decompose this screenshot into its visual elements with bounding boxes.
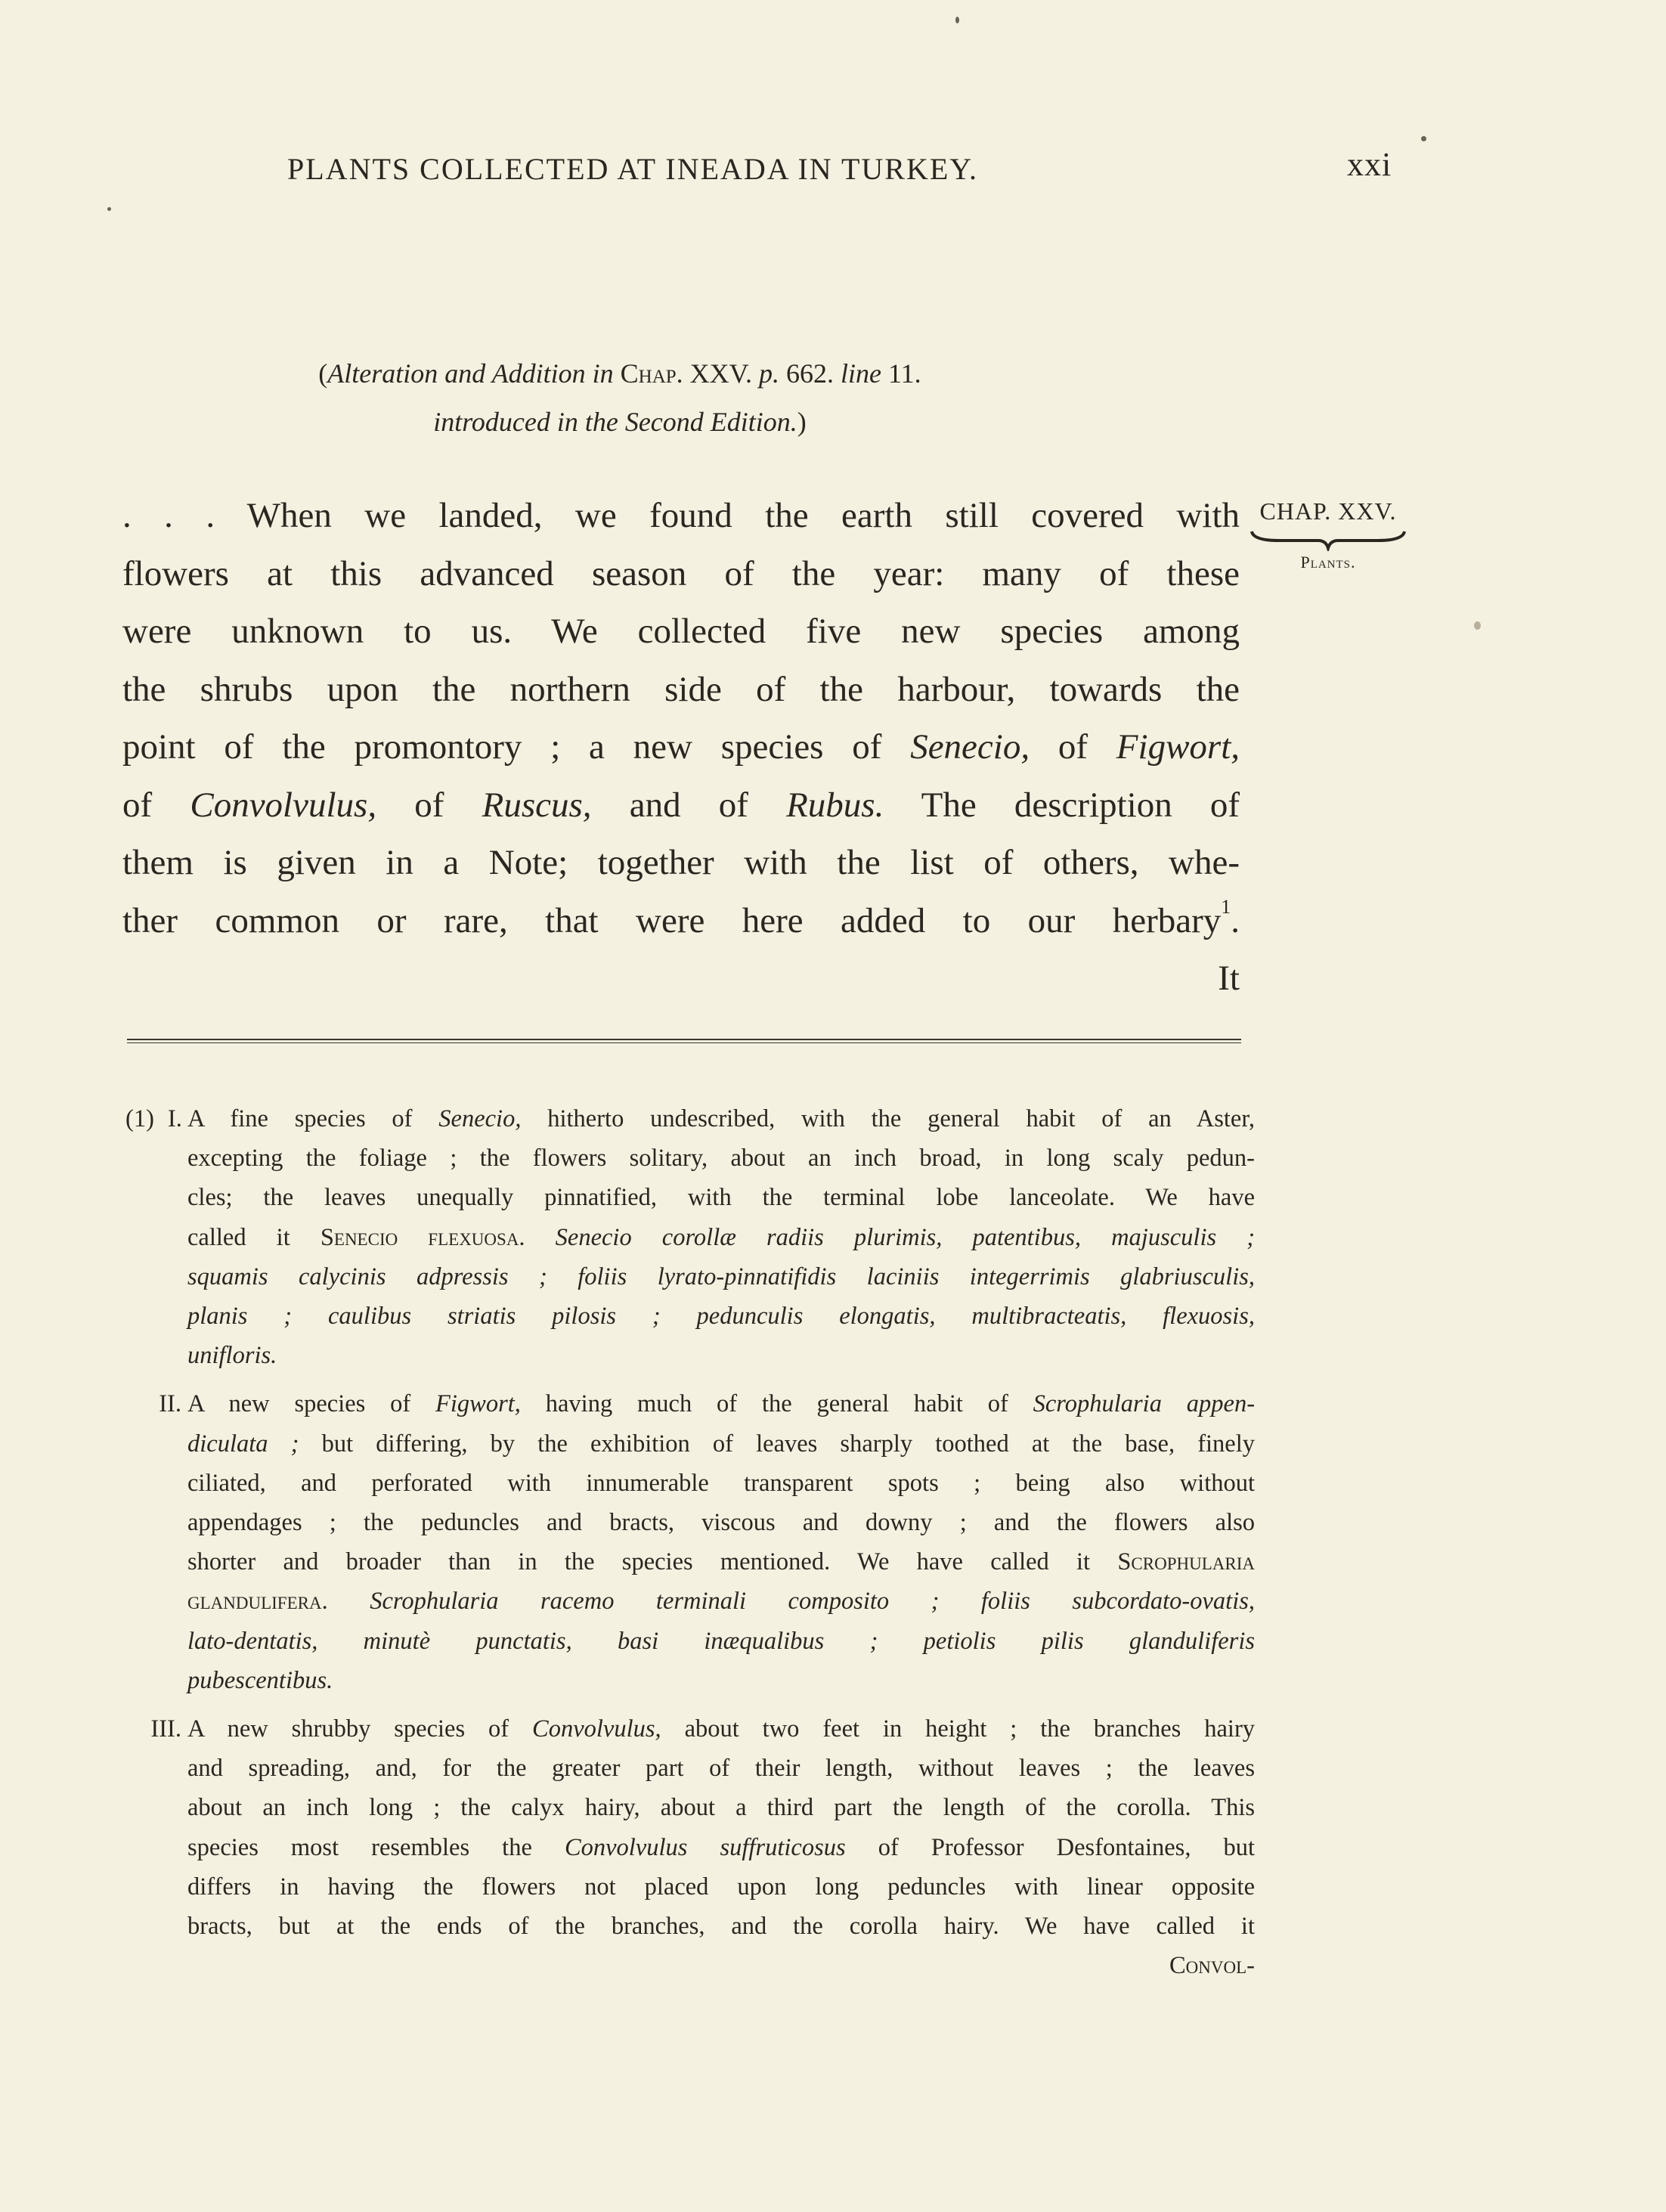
margin-chapter: CHAP. XXV. bbox=[1259, 497, 1397, 525]
footnote-reference[interactable]: 1 bbox=[1221, 895, 1231, 918]
text-line: point of the promontory ; a new species of Senecio, of Figwort, bbox=[122, 727, 1240, 767]
footnote-line: shorter and broader than in the species mentioned. We have called it Scrophularia bbox=[187, 1548, 1255, 1576]
chapter-reference: Chap. XXV. bbox=[620, 358, 753, 389]
footnote-label bbox=[125, 1099, 181, 1139]
text-line: flowers at this advanced season of the year: many of these bbox=[122, 553, 1240, 593]
genus-rubus: Rubus. bbox=[786, 785, 884, 825]
footnote-line: species most resembles the Convolvulus suffruticosus of Professor Desfontaines, but bbox=[187, 1833, 1256, 1861]
edition-note-line-1: (Alteration and Addition in Chap. XXV. p. 662. line 11. bbox=[318, 358, 921, 389]
footnote-senecio bbox=[125, 1099, 1255, 1375]
edition-note-heading bbox=[189, 349, 1051, 446]
text-line: ther common or rare, that were here added to our herbary$^1$. bbox=[122, 895, 1240, 940]
footnote-rule bbox=[127, 1039, 1241, 1043]
footnote-figwort bbox=[125, 1384, 1255, 1700]
species-name: glandulifera. bbox=[187, 1588, 328, 1616]
footnote-line: pubescentibus. bbox=[187, 1666, 333, 1694]
footnote-convolvulus bbox=[125, 1709, 1255, 1985]
paper-speck bbox=[107, 207, 111, 211]
line-word: line bbox=[841, 358, 882, 389]
catchword: Convol- bbox=[1169, 1952, 1255, 1980]
page-number: xxi bbox=[1347, 146, 1392, 183]
paper-speck bbox=[1421, 136, 1426, 141]
footnote-line: cles; the leaves unequally pinnatified, with the terminal lobe lanceolate. We have bbox=[187, 1184, 1255, 1212]
footnote-line: A fine species of Senecio, hitherto undescribed, with the general habit of an Aster, bbox=[187, 1105, 1255, 1132]
text-line: of Convolvulus, of Ruscus, and of Rubus. The description of bbox=[122, 785, 1240, 825]
footnote-numeral: III. bbox=[150, 1715, 181, 1743]
footnote-line: diculata ; but differing, by the exhibition of leaves sharply toothed at the base, finely bbox=[187, 1430, 1255, 1458]
footnote-line: lato-dentatis, minutè punctatis, basi inæqualibus ; petiolis pilis glanduliferis bbox=[187, 1627, 1255, 1655]
catchword: It bbox=[1218, 959, 1240, 998]
margin-subject: Plants. bbox=[1300, 553, 1356, 572]
footnote-line: differs in having the flowers not placed upon long peduncles with linear opposite bbox=[187, 1873, 1255, 1901]
genus-figwort: Figwort, bbox=[1116, 727, 1240, 767]
page-reference: 662. bbox=[786, 358, 835, 389]
paper-speck bbox=[1474, 621, 1481, 630]
brace-icon bbox=[1249, 528, 1407, 551]
footnote-mark: (1) bbox=[125, 1105, 154, 1132]
edition-note-text: Alteration and Addition in bbox=[327, 358, 614, 389]
footnote-numeral: I. bbox=[167, 1105, 182, 1132]
genus-convolvulus: Convolvulus, bbox=[190, 785, 377, 825]
footnote-line: ciliated, and perforated with innumerable transparent spots ; being also without bbox=[187, 1469, 1255, 1497]
genus-senecio: Senecio, bbox=[910, 727, 1030, 767]
footnote-line: squamis calycinis adpressis ; foliis lyrato-pinnatifidis laciniis integerrimis glabriusculis, bbox=[187, 1262, 1255, 1290]
text-line: . . . When we landed, we found the earth still covered with bbox=[122, 496, 1240, 535]
footnote-line: glandulifera. Scrophularia racemo terminali composito ; foliis subcordato-ovatis, bbox=[187, 1588, 1255, 1616]
edition-note-subtext: introduced in the Second Edition. bbox=[433, 407, 797, 437]
footnote-line: unifloris. bbox=[187, 1342, 277, 1370]
footnote-line: excepting the foliage ; the flowers solitary, about an inch broad, in long scaly pedun- bbox=[187, 1145, 1255, 1173]
footnote-line: about an inch long ; the calyx hairy, about a third part the length of the corolla. This bbox=[187, 1794, 1255, 1822]
edition-note-line-2: introduced in the Second Edition.) bbox=[433, 407, 807, 437]
footnote-line: planis ; caulibus striatis pilosis ; pedunculis elongatis, multibracteatis, flexuosis, bbox=[187, 1303, 1255, 1331]
line-reference: 11. bbox=[888, 358, 921, 389]
paper-speck bbox=[955, 17, 959, 23]
text-line: were unknown to us. We collected five new species among bbox=[122, 612, 1240, 651]
text-line: the shrubs upon the northern side of the harbour, towards the bbox=[122, 669, 1240, 709]
footnote-numeral: II. bbox=[159, 1390, 181, 1418]
page-abbrev: p. bbox=[759, 358, 780, 389]
species-name: Senecio flexuosa. bbox=[320, 1223, 525, 1251]
footnotes bbox=[125, 1099, 1255, 1994]
text-line: them is given in a Note; together with the list of others, whe- bbox=[122, 843, 1240, 882]
footnote-line: and spreading, and, for the greater part of their length, without leaves ; the leaves bbox=[187, 1755, 1255, 1783]
footnote-line: called it Senecio flexuosa. Senecio corollæ radiis plurimis, patentibus, majusculis ; bbox=[187, 1223, 1256, 1251]
footnote-line: appendages ; the peduncles and bracts, viscous and downy ; and the flowers also bbox=[187, 1509, 1255, 1537]
main-text bbox=[122, 487, 1240, 1008]
footnote-line: A new species of Figwort, having much of the general habit of Scrophularia appen- bbox=[187, 1390, 1256, 1418]
genus-ruscus: Ruscus, bbox=[482, 785, 592, 825]
footnote-line: A new shrubby species of Convolvulus, about two feet in height ; the branches hairy bbox=[187, 1715, 1256, 1743]
footnote-line: bracts, but at the ends of the branches, and the corolla hairy. We have called it bbox=[187, 1913, 1255, 1941]
margin-note bbox=[1249, 497, 1407, 572]
species-name: Scrophularia bbox=[1117, 1548, 1255, 1576]
running-head: PLANTS COLLECTED AT INEADA IN TURKEY. bbox=[287, 152, 979, 186]
